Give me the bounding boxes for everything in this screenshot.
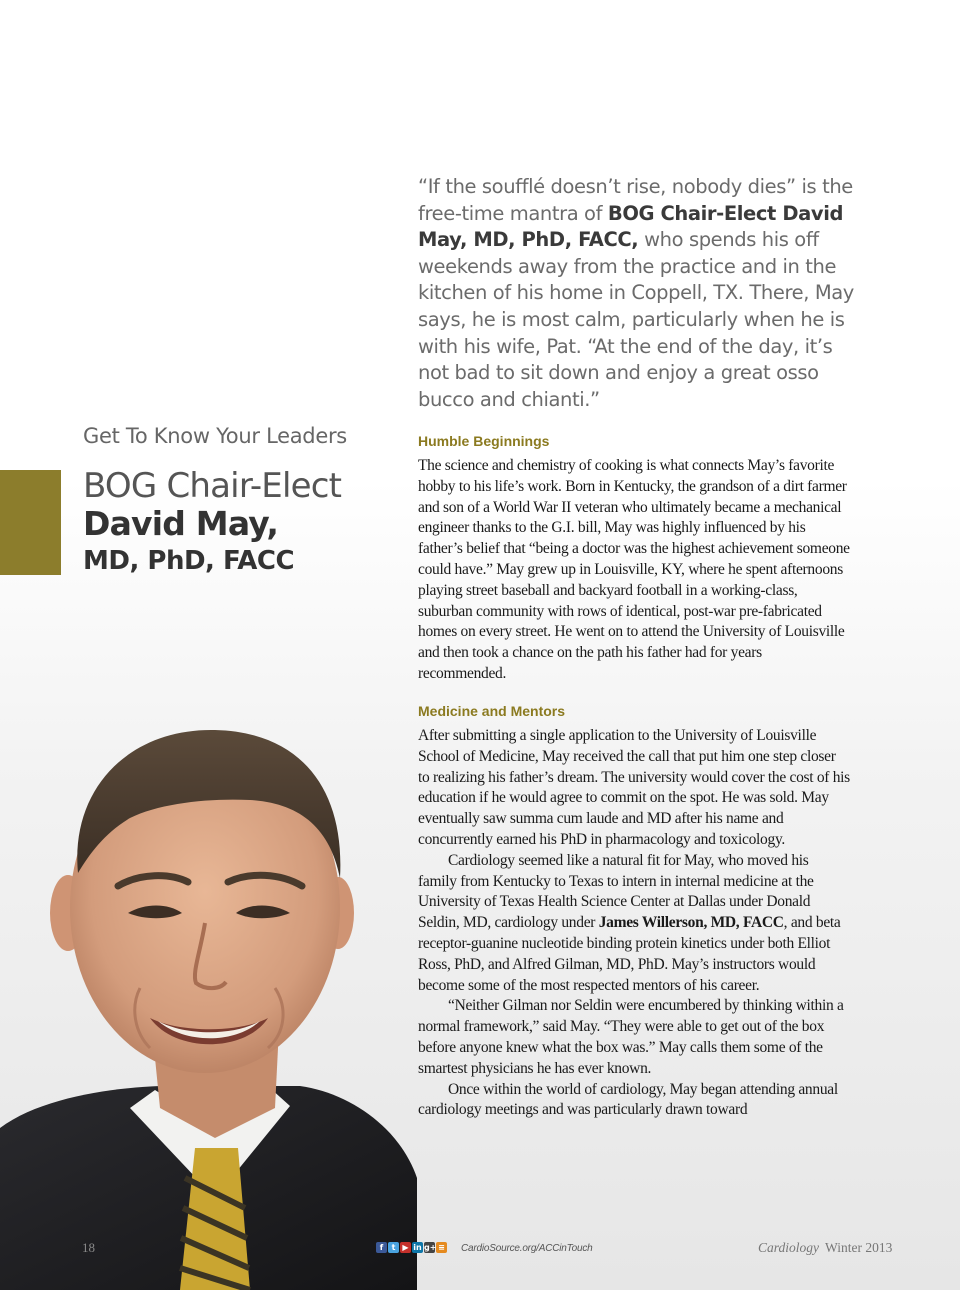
accent-bar [0, 470, 61, 575]
title-line-1: BOG Chair-Elect [83, 466, 342, 506]
footer-url-link[interactable]: CardioSource.org/ACCinTouch [461, 1243, 593, 1254]
title-line-3: MD, PhD, FACC [83, 546, 295, 576]
paragraph [418, 851, 850, 997]
linkedin-icon[interactable]: in [413, 1243, 422, 1252]
paragraph: After submitting a single application to the University of Louisville School of Medicine, May received the call that put him one step closer to realizing his father’s dream. The university would cover the cost of his education if he would agree to commit on the spot. He was sold. May eventually saw summa cum laude and MD after his name and concurrently earned his PhD in pharmacology and toxicology. [418, 727, 850, 848]
portrait-photo [0, 708, 417, 1290]
youtube-icon[interactable]: ▶ [400, 1242, 411, 1253]
mentor-name-bold: James Willerson, MD, FACC [598, 914, 784, 932]
googleplus-icon[interactable]: g+ [424, 1243, 437, 1252]
section-body-medicine [418, 726, 850, 1121]
facebook-icon[interactable]: f [376, 1242, 387, 1253]
section-heading-medicine: Medicine and Mentors [418, 703, 566, 719]
publication-name: Cardiology [758, 1240, 820, 1255]
intro-paragraph [418, 174, 858, 413]
intro-text-2: who spends his off weekends away from the practice and in the kitchen of his home in Coppell, TX. There, May says, he is most calm, particularly when he is with his wife, Pat. “At the end of the day, it’s not bad to sit down and enjoy a great osso bucco and chianti.” [418, 228, 854, 411]
paragraph-text: Cardiology seemed like a natural fit for May, who moved his family from Kentucky to Texas to intern in internal medicine at the University of Texas Health Science Center at Dallas under Donald Seldin, MD, cardiology under [418, 851, 814, 932]
issue-date: Winter 2013 [825, 1240, 893, 1255]
footer-publication [758, 1240, 892, 1256]
rss-icon[interactable]: ≡ [436, 1242, 447, 1253]
section-heading-humble: Humble Beginnings [418, 433, 550, 449]
paragraph: “Neither Gilman nor Seldin were encumbered by thinking within a normal framework,” said May. “They were able to get out of the box before anyone knew what the box was.” May calls them some of the smartest physicians he has ever known. [418, 997, 844, 1077]
intro-text-1: “If the soufflé doesn’t rise, nobody dies” is the free-time mantra of [418, 175, 853, 225]
social-icons [376, 1242, 447, 1253]
title-line-2: David May, [83, 504, 279, 543]
paragraph-text: , and beta receptor-guanine nucleotide binding protein kinetics under both Elliot Ross, PhD, and Alfred Gilman, MD, PhD. May’s instructors would become some of the most respected mentors of his career. [418, 914, 841, 994]
paragraph: Once within the world of cardiology, May began attending annual cardiology meetings and was particularly drawn toward [418, 1080, 838, 1119]
intro-bold-name: BOG Chair-Elect David May, MD, PhD, FACC, [418, 201, 844, 252]
paragraph: The science and chemistry of cooking is what connects May’s favorite hobby to his life’s work. Born in Kentucky, the grandson of a dirt farmer and son of a World War II veteran who ultimately became a mechanical engineer thanks to the G.I. bill, May was highly influenced by his father’s belief that “being a doctor was the highest achievement someone could have.” May grew up in Louisville, KY, where he spent afternoons playing street baseball and backyard football in a working-class, suburban community with rows of identical, post-war pre-fabricated homes on every street. He went on to attend the University of Louisville and then took a chance on the path his father had for years recommended. [418, 457, 850, 682]
page-number: 18 [82, 1240, 95, 1255]
series-kicker: Get To Know Your Leaders [83, 424, 347, 448]
twitter-icon[interactable]: t [388, 1242, 399, 1253]
article-title [83, 466, 341, 580]
section-body-humble [418, 456, 850, 685]
